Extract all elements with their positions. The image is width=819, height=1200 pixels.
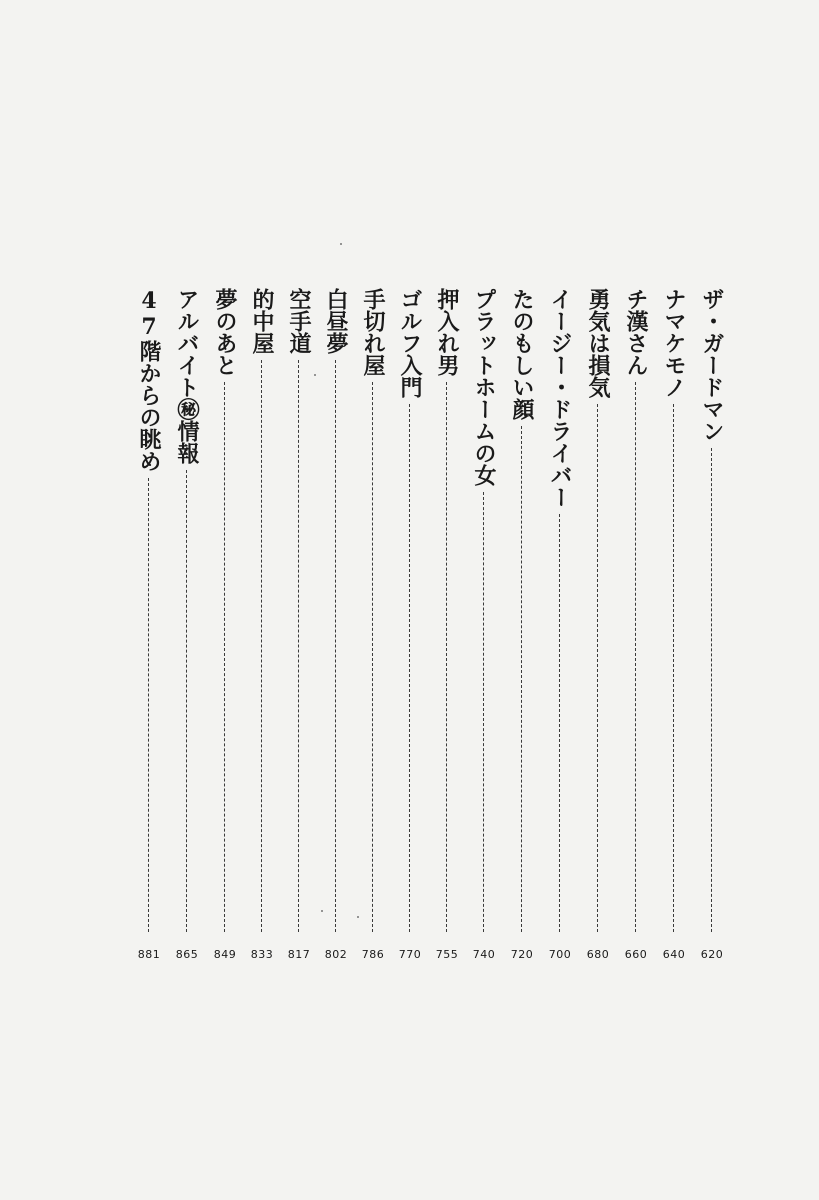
toc-entry[interactable]: [545, 288, 575, 962]
toc-entry[interactable]: [247, 288, 277, 962]
dot-leader: [409, 404, 410, 932]
toc-entry[interactable]: [321, 288, 351, 962]
page-number: 700: [548, 948, 572, 961]
entry-title: 夢のあと: [212, 288, 238, 376]
page-number: 802: [324, 948, 348, 961]
dot-leader: [673, 404, 674, 932]
toc-entry[interactable]: [358, 288, 388, 962]
paper-speck: [321, 910, 323, 912]
toc-entry[interactable]: [697, 288, 727, 962]
paper-speck: [314, 374, 316, 376]
dot-leader: [711, 448, 712, 932]
page-number: 640: [662, 948, 686, 961]
dot-leader: [559, 514, 560, 932]
dot-leader: [261, 360, 262, 932]
page-number: 755: [435, 948, 459, 961]
entry-title: 的中屋: [249, 288, 275, 354]
toc-entry[interactable]: [432, 288, 462, 962]
entry-title: 白昼夢: [323, 288, 349, 354]
page-number: 817: [287, 948, 311, 961]
page-number: 660: [624, 948, 648, 961]
dot-leader: [635, 382, 636, 932]
toc-entry[interactable]: [395, 288, 425, 962]
entry-title: 47階からの眺め: [136, 288, 162, 472]
entry-title: ゴルフ入門: [397, 288, 423, 398]
entry-title: ザ・ガードマン: [699, 288, 725, 442]
page-number: 680: [586, 948, 610, 961]
toc-entry[interactable]: [583, 288, 613, 962]
page-number: 786: [361, 948, 385, 961]
paper-speck: [357, 916, 359, 918]
toc-entry[interactable]: [469, 288, 499, 962]
dot-leader: [148, 478, 149, 932]
dot-leader: [372, 382, 373, 932]
dot-leader: [521, 426, 522, 932]
dot-leader: [597, 404, 598, 932]
entry-title: イージー・ドライバー: [547, 288, 573, 508]
page-number: 770: [398, 948, 422, 961]
toc-entry[interactable]: [507, 288, 537, 962]
dot-leader: [298, 360, 299, 932]
toc-entry[interactable]: [621, 288, 651, 962]
toc-entry[interactable]: [210, 288, 240, 962]
page-number: 833: [250, 948, 274, 961]
dot-leader: [446, 382, 447, 932]
entry-title: ナマケモノ: [661, 288, 687, 398]
entry-title: 勇気は損気: [585, 288, 611, 398]
dot-leader: [483, 492, 484, 932]
entry-title: プラットホームの女: [471, 288, 497, 486]
entry-title: たのもしい顔: [509, 288, 535, 420]
dot-leader: [335, 360, 336, 932]
page-number: 740: [472, 948, 496, 961]
toc-entry[interactable]: [172, 288, 202, 962]
dot-leader: [224, 382, 225, 932]
dot-leader: [186, 470, 187, 932]
toc-entry[interactable]: [659, 288, 689, 962]
entry-title: 押入れ男: [434, 288, 460, 376]
toc-entry[interactable]: [134, 288, 164, 962]
toc-entry[interactable]: [284, 288, 314, 962]
entry-title: チ漢さん: [623, 288, 649, 376]
page-number: 720: [510, 948, 534, 961]
entry-title: 空手道: [286, 288, 312, 354]
page-number: 620: [700, 948, 724, 961]
paper-speck: [340, 243, 342, 245]
page-number: 881: [137, 948, 161, 961]
entry-title: アルバイト㊙情報: [174, 288, 200, 464]
page-number: 865: [175, 948, 199, 961]
entry-title: 手切れ屋: [360, 288, 386, 376]
page-number: 849: [213, 948, 237, 961]
